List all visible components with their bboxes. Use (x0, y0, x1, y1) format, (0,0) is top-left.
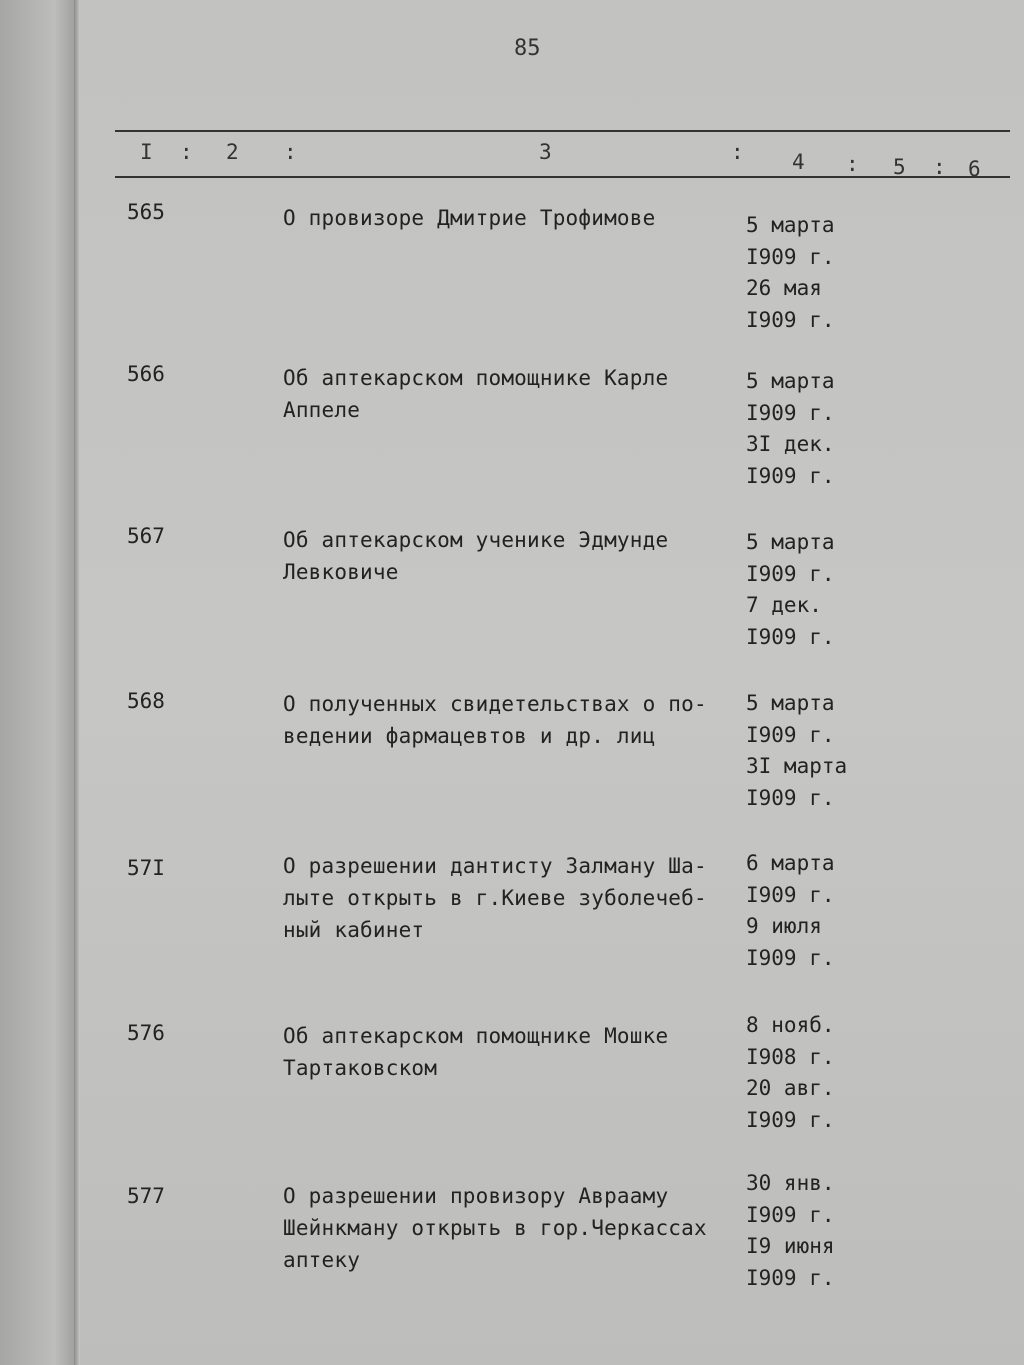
year-end: I909 г. (746, 1265, 835, 1290)
entry-title-line: Шейнкману открыть в гор.Черкассах (283, 1216, 707, 1240)
year-end: I909 г. (746, 307, 835, 332)
date-end: 7 дек. (746, 593, 822, 617)
year-start: I909 г. (746, 1202, 835, 1227)
entry-dates (746, 366, 835, 492)
year-end: I909 г. (746, 945, 835, 970)
entry-title-line: Об аптекарском ученике Эдмунде (283, 528, 669, 552)
entry-title (283, 850, 743, 946)
date-start: 5 марта (746, 691, 835, 715)
date-start: 6 марта (746, 851, 835, 875)
year-start: I909 г. (746, 400, 835, 425)
column-separator: : (846, 152, 859, 176)
entry-title-line: ный кабинет (283, 918, 425, 942)
entry-title-line: О разрешении дантисту Залману Ша- (283, 854, 707, 878)
date-end: 20 авг. (746, 1076, 835, 1100)
year-start: I908 г. (746, 1044, 835, 1069)
entry-title (283, 524, 743, 588)
date-end: 9 июля (746, 914, 822, 938)
entry-dates (746, 848, 835, 974)
column-header-6: 6 (968, 157, 981, 181)
entry-title (283, 1180, 743, 1276)
date-start: 30 янв. (746, 1171, 835, 1195)
date-start: 5 марта (746, 530, 835, 554)
year-end: I909 г. (746, 624, 835, 649)
entry-number: 576 (127, 1021, 165, 1045)
header-rule-top (115, 130, 1010, 132)
binding-strip (0, 0, 78, 1365)
entry-title-line: ведении фармацевтов и др. лиц (283, 724, 656, 748)
entry-title (283, 202, 743, 234)
entry-dates (746, 688, 847, 814)
column-separator: : (284, 140, 297, 164)
column-header-3: 3 (539, 140, 552, 164)
entry-dates (746, 210, 835, 336)
year-end: I909 г. (746, 463, 835, 488)
entry-title-line: Левковиче (283, 560, 399, 584)
entry-title-line: Об аптекарском помощнике Карле (283, 366, 669, 390)
entry-title (283, 688, 743, 752)
date-end: 3I марта (746, 754, 848, 778)
entry-number: 566 (127, 362, 165, 386)
entry-title-line: аптеку (283, 1248, 361, 1272)
year-end: I909 г. (746, 1107, 835, 1132)
page-number: 85 (514, 36, 541, 61)
entry-title-line: О разрешении провизору Аврааму (283, 1184, 669, 1208)
column-header-1: I (140, 140, 153, 164)
column-separator: : (933, 155, 946, 179)
entry-title-line: Тартаковском (283, 1056, 438, 1080)
column-header-5: 5 (893, 155, 906, 179)
entry-title-line: лыте открыть в г.Киеве зуболечеб- (283, 886, 707, 910)
entry-number: 568 (127, 689, 165, 713)
entry-number: 567 (127, 524, 165, 548)
year-end: I909 г. (746, 785, 835, 810)
column-header-2: 2 (226, 140, 239, 164)
entry-dates (746, 527, 835, 653)
date-end: I9 июня (746, 1234, 835, 1258)
date-start: 5 марта (746, 213, 835, 237)
year-start: I909 г. (746, 244, 835, 269)
entry-title-line: Об аптекарском помощнике Мошке (283, 1024, 669, 1048)
column-header-4: 4 (792, 150, 805, 174)
year-start: I909 г. (746, 722, 835, 747)
entry-number: 57I (127, 856, 165, 880)
year-start: I909 г. (746, 561, 835, 586)
column-separator: : (731, 140, 744, 164)
entry-number: 565 (127, 200, 165, 224)
column-separator: : (180, 140, 193, 164)
year-start: I909 г. (746, 882, 835, 907)
entry-title-line: О полученных свидетельствах о по- (283, 692, 707, 716)
entry-dates (746, 1168, 835, 1294)
date-start: 5 марта (746, 369, 835, 393)
entry-number: 577 (127, 1184, 165, 1208)
entry-dates (746, 1010, 835, 1136)
entry-title (283, 362, 743, 426)
date-end: 26 мая (746, 276, 822, 300)
entry-title-line: Аппеле (283, 398, 361, 422)
entry-title-line: О провизоре Дмитрие Трофимове (283, 206, 656, 230)
entry-title (283, 1020, 743, 1084)
date-end: 3I дек. (746, 432, 835, 456)
date-start: 8 нояб. (746, 1013, 835, 1037)
header-rule-bottom (115, 176, 1010, 178)
